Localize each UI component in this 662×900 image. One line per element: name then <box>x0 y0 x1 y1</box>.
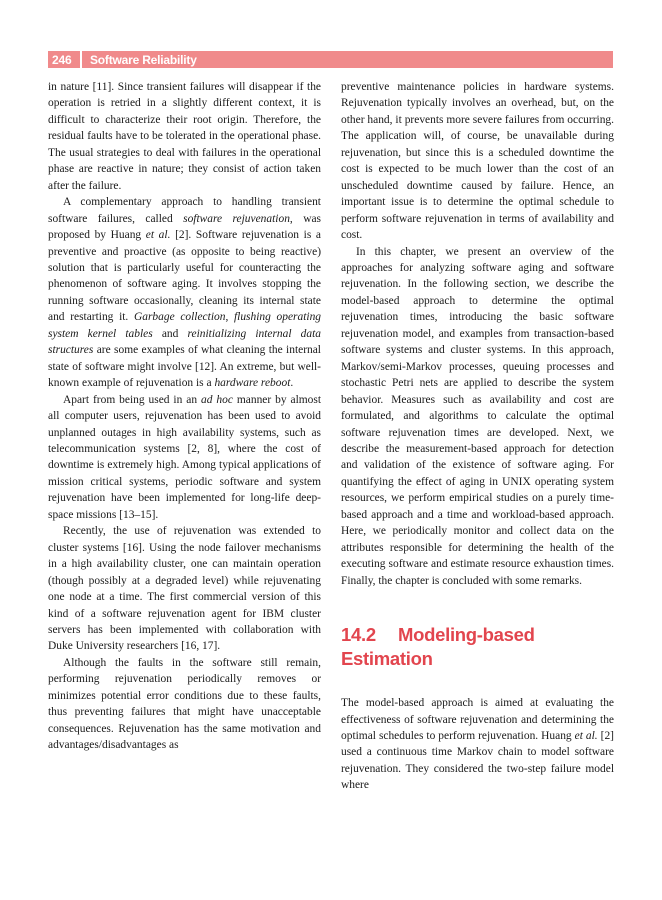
emphasis: ad hoc <box>201 393 233 406</box>
emphasis: Garbage collection <box>133 311 226 324</box>
emphasis: reinitializing internal data structures <box>48 327 322 357</box>
emphasis: flushing operating system kernel tables <box>48 311 322 340</box>
paragraph: Although the faults in the software still remain, performing rejuvenation periodically removes or minimizes potential error conditions due to these faults, thus preventing failures that might have unacceptable consequences. Rejuvenation has the same motivation and advantages/disadvantages as <box>48 656 321 752</box>
paragraph: in nature [11]. Since transient failures will disappear if the operation is retried in a slightly different context, it is difficult to characterize their root origin. Therefore, the residual faults have to be tolerated in the operational phase. The usual strategies to deal with failures in the operational phase are reactive in nature; they consist of action taken after the failure. <box>48 81 321 192</box>
emphasis: software rejuvenation <box>183 212 290 225</box>
section-title: Modeling-based Estimation <box>341 624 535 670</box>
right-column <box>341 79 614 794</box>
emphasis: hardware reboot <box>214 377 291 390</box>
section-heading <box>341 623 614 671</box>
emphasis: et al. <box>145 229 171 242</box>
running-title: Software Reliability <box>90 52 197 67</box>
paragraph: The model-based approach is aimed at evaluating the effectiveness of software rejuvenation and determining the optimal schedules to perform rejuvenation. Huang et al. [2] used a continuous time Markov chain to model software rejuvenation. They considered the two-step failure model where <box>341 697 614 792</box>
paragraph: A complementary approach to handling transient software failures, called software rejuvenation, was proposed by Huang et al. [2]. Software rejuvenation is a preventive and proactive (as opposite to being reactive) solution that is particularly useful for counteracting the phenomenon of software aging. It involves stopping the running software occasionally, cleaning its internal state and restarting it. Garbage collection, flushing operating system kernel tables and reinitializing internal data structures are some examples of what cleaning the internal state of software might involve [12]. An extreme, but well-known example of rejuvenation is a hardware reboot. <box>48 196 322 390</box>
page-number: 246 <box>52 52 72 67</box>
paragraph: In this chapter, we present an overview of the approaches for analyzing software aging and software rejuvenation. In the following section, we describe the model-based approach to determine the optimal rejuvenation times, introducing the basic software rejuvenation model, and examples from transaction-based software systems and cluster systems. In this approach, Markov/semi-Markov processes, queuing processes and stochastic Petri nets are applied to describe the system behavior. Measures such as availability and cost are formulated, and algorithms to calculate the optimal software rejuvenation times are developed. Next, we describe the measurement-based approach for detection and validation of the existence of software aging. For quantifying the effect of aging in UNIX operating system resources, we perform empirical studies on a purely time-based approach and a time and workload-based approach. Here, we periodically monitor and collect data on the attributes responsible for determining the health of the executing software and estimate resource exhaustion times. Finally, the chapter is concluded with some remarks. <box>341 245 614 587</box>
paragraph: preventive maintenance policies in hardware systems. Rejuvenation typically involves an overhead, but, on the other hand, it prevents more severe failures from occurring. The application will, of course, be unavailable during rejuvenation, but since this is a scheduled downtime the cost is expected to be much lower than the cost of an unscheduled downtime caused by failure. Hence, an important issue is to determine the optimal schedule to perform software rejuvenation in terms of availability and cost. <box>341 81 614 242</box>
paragraph: Recently, the use of rejuvenation was extended to cluster systems [16]. Using the node failover mechanisms in a high availability cluster, one can maintain operation (though possibly at a degraded level) while rejuvenating one node at a time. The first commercial version of this kind of a software rejuvenation agent for IBM cluster servers has been implemented with collaboration with Duke University researchers [16, 17]. <box>48 525 321 653</box>
section-number: 14.2 <box>341 624 376 646</box>
paragraph: Apart from being used in an ad hoc manner by almost all computer users, rejuvenation has been used to avoid unplanned outages in high availability systems, such as telecommunication systems [2, 8], where the cost of downtime is extremely high. Among typical applications of mission critical systems, periodic software and system rejuvenation have been implemented for long-life deep-space missions [13–15]. <box>48 393 322 521</box>
left-column <box>48 79 321 754</box>
emphasis: et al. <box>574 729 598 742</box>
running-header <box>48 51 613 68</box>
